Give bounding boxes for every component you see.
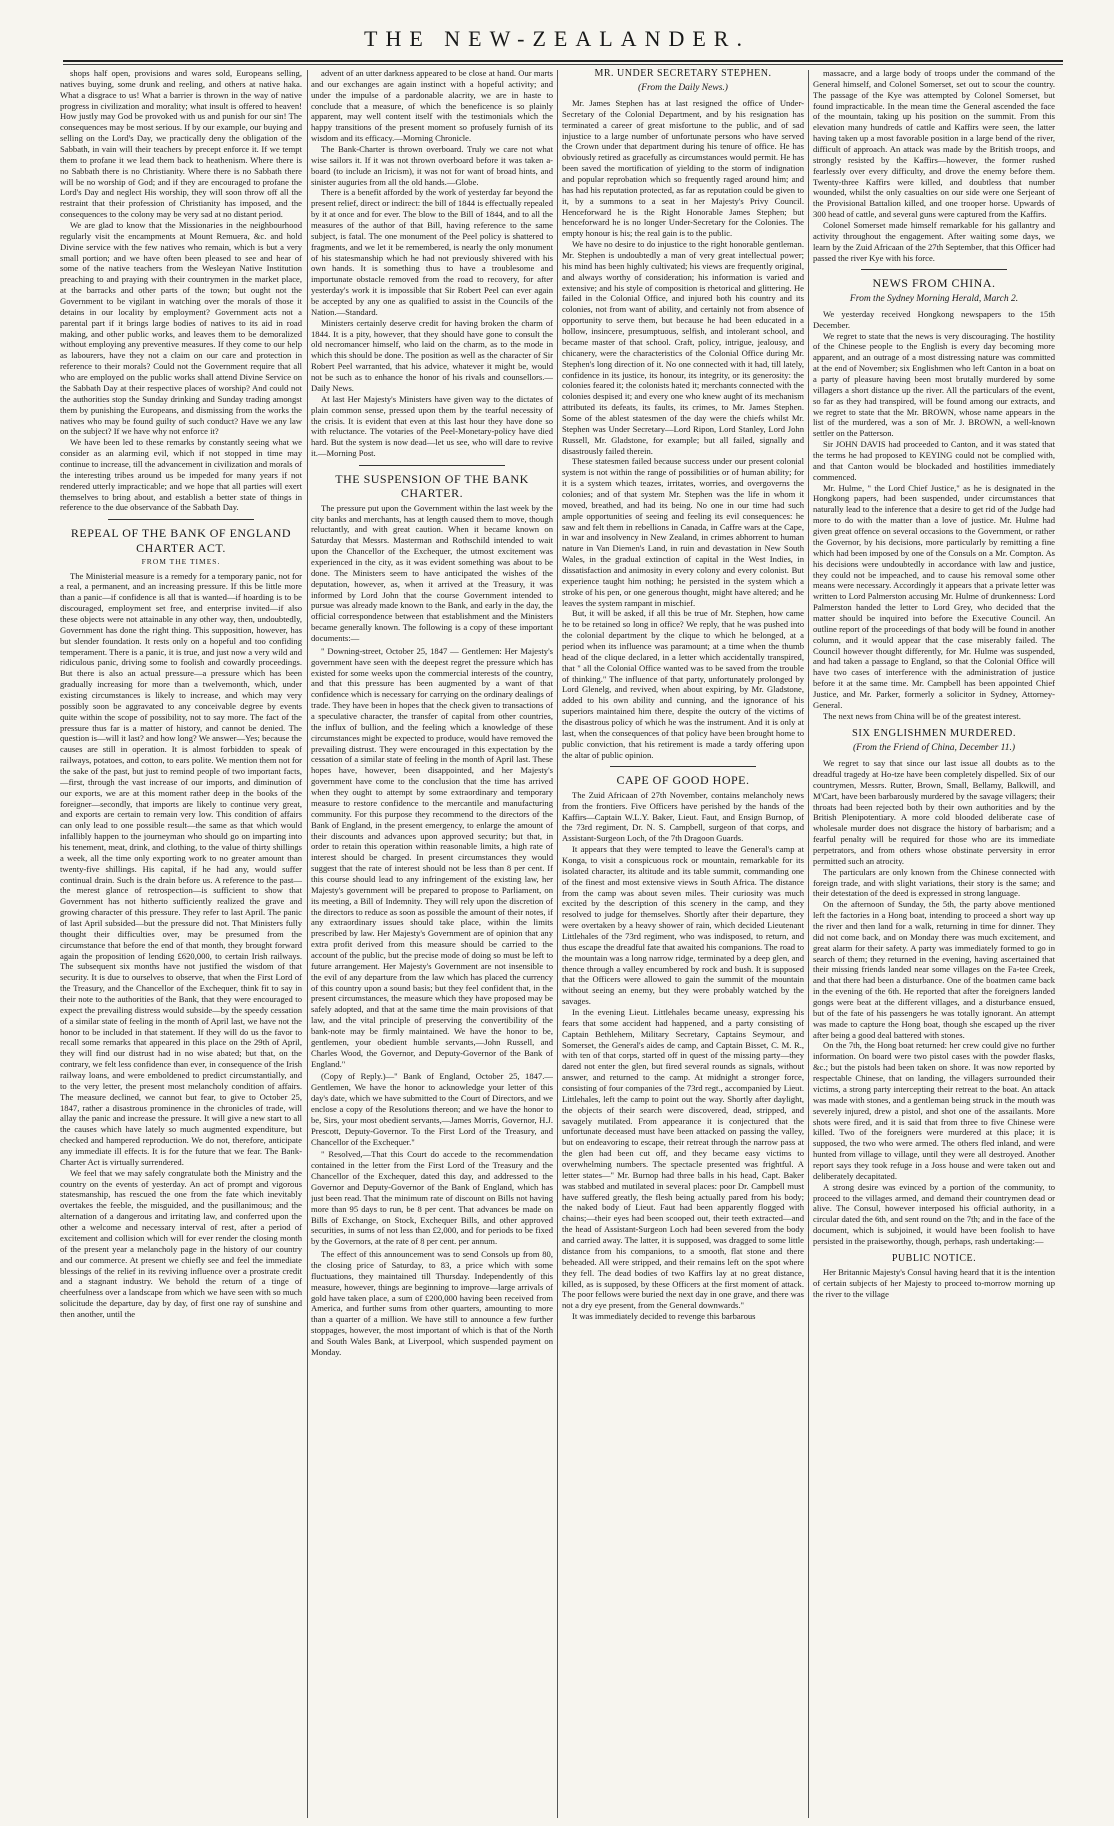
quoted-resolution: " Resolved,—That this Court do accede to the recommendation contained in the letter from the First Lord of the Treasury and the Chancellor of the Exchequer, dated this day, and addressed to the Governor and Deputy-Governor of the Bank of England, which has just been read. That the minimum rate of discount on Bills not having more than 95 days to run, be 8 per cent. That advances be made on Bills of Exchange, on Stock, Exchequer Bills, and other approved securities, in sums of not less than £2,000, and for periods to be fixed by the Governors, at the rate of 8 per cent. per annum. [311,1149,553,1247]
article-heading-bank-charter-suspension: THE SUSPENSION OF THE BANK CHARTER. [335,471,529,501]
paragraph: On the 7th, the Hong boat returned: her crew could give no further information. On board were two pistol cases with the powder flasks, &c.; but the pistols had been taken on shore. It was now reported by respectable Chinese, that on landing, the villagers surrounded their victims, a strong party intercepting their retreat to the boat. An attack was made with stones, and a gentleman being struck in the mouth was severely injured, drew a pistol, and shot one of the assailants. More shots were fired, and it is said that from three to five Chinese were killed. Two of the foreigners were murdered at this place; it is supposed, the two who were armed. The others fled inland, and were hunted from village to village, until they were all destroyed. Another report says they took refuge in a Joss house and were taken out and deliberately decapitated. [813,1040,1055,1181]
paragraph: Mr. Hulme, " the Lord Chief Justice," as he is designated in the Hongkong papers, had been suspended, under circumstances that naturally lead to the inference that a desire to get rid of the Judge had more to do with the matter than a love of justice. Mr. Hulme had given great offence on several occasions to the Government, or rather the Governor, by his decisions, more particularly by remitting a fine which had been imposed by one of the Consuls on a Mr. Compton. As his decisions were undoubtedly in accordance with law and justice, they could not be impeached, and to cause his removal some other means were necessary. Accordingly it appears that a private letter was written to Lord Palmerston accusing Mr. Hulme of drunkenness: Lord Palmerston handed the letter to Lord Grey, who decided that the matter should be inquired into before the Executive Council. An outline report of the proceedings of that body will be found in another column, and it would appear that the case miserably failed. The Council however thought differently, for Mr. Hulme was suspended, and had taken a passage to England, so that the Colonial Office will have two cases of interference with the administration of justice before it at the same time. Mr. Campbell has been appointed Chief Justice, and Mr. Parker, formerly a solicitor in Sydney, Attorney-General. [813,482,1055,710]
paragraph: The Zuid Africaan of 27th November, contains melancholy news from the frontiers. Five Officers have perished by the hands of the Kaffirs—Captain W.L.Y. Baker, Lieut. Faut, and Ensign Burnop, of the 73rd regiment, Dr. N. S. Campbell, surgeon of that corps, and Assistant-Surgeon Loch, of the 7th Dragoon Guards. [562,789,804,844]
paragraph: There is a benefit afforded by the work of yesterday far beyond the present relief, direct or indirect: the bill of 1844 is effectually repealed by it at once and for ever. The blow to the Bill of 1844, and to all the measures of the author of that Bill, having reference to the same subject, is fatal. The one monument of the Peel policy is shattered to fragments, and we let it be remembered, is nearly the only monument of his statesmanship which he had not previously shivered with his own hands. It is something thus to have a troublesome and importunate obstacle removed from the road to recovery, for after yesterday's work it is impossible that Sir Robert Peel can ever again be accepted by any one as qualified to assist in the Councils of the Nation.—Standard. [311,187,553,317]
paragraph: Mr. James Stephen has at last resigned the office of Under-Secretary of the Colonial Department, and by his resignation has terminated a career of great misfortune to the public, and of sad injustice to a large number of unfortunate persons who have served the Crown under that department during his tenure of office. He has obviously retired as gracefully as circumstances would permit. He has been saved the mortification of yielding to the storm of indignation and popular reprobation which so frequently raged around him; and has had his reputation protected, as far as reputation could be given to it, by a summons to a seat in her Majesty's Privy Council. Henceforward he is the Right Honorable James Stephen; but henceforward he is no longer Under-Secretary for the Colonies. The empty honour is his; the real gain is to the public. [562,98,804,239]
column-2 [311,68,553,1820]
masthead-rule [63,60,1063,62]
article-source: From the Sydney Morning Herald, March 2. [849,293,1019,304]
column-divider [307,70,308,1818]
article-source: (From the Friend of China, December 11.) [853,743,1015,754]
paragraph: In the evening Lieut. Littlehales became uneasy, expressing his fears that some accident had happened, and a party consisting of Captain Bethlehem, Military Secretary, Captains Seymour, and Somerset, the General's aides de camp, and Captain Bisset, C. M. R., with ten of that corps, started off in quest of the missing party—they dared not enter the glen, but fired several rounds as signals, without answer, and returned to the camp. At midnight a stronger force, consisting of four companies of the 73rd regt., accompanied by Lieut. Littlehales, left the camp to point out the way. Shortly after daylight, the objects of their search were discovered, dead, stripped, and savagely mutilated. From appearance it is conjectured that the unfortunate deceased must have been attacked on passing the valley, but on endeavoring to escape, their retreat through the narrow pass at the glen had been cut off, and they became easy victims to overwhelming numbers. The spectacle presented was frightful. A letter states—" Mr. Burnop had three balls in his head, Capt. Baker was stabbed and mutilated in several places: poor Dr. Campbell must have suffered greatly, the flesh being actually pared from his body; the naked body of Lieut. Faut had been apparently flogged with chains;—their eyes had been scooped out, their teeth extracted—and the head of Assistant-Surgeon Loch had been severed from the body and carried away. The latter, it is supposed, was dragged to some little distance from his companions, to a smooth, flat stone and there beheaded. All were stripped, and their remains left on the spot where they fell. The dead bodies of two Kaffirs lay at no great distance, killed, as is supposed, by these Officers at the first moment of attack. The poor fellows were buried the next day in one grave, and there was not a dry eye present, from the General downwards." [562,1007,804,1311]
article-heading-under-secretary: MR. UNDER SECRETARY STEPHEN. [594,68,772,79]
column-divider [808,70,809,1818]
paragraph: We regret to say that since our last issue all doubts as to the dreadful tragedy at Ho-tze have been completely dispelled. Six of our countrymen, Messrs. Rutter, Brown, Small, Bellamy, Balkwill, and M'Cart, have been barbarously murdered by the savage villagers; their throats had been rejected both by their own authorities and by the British Plenipotentiary. A more cold blooded deliberate case of wholesale murder does not disgrace the history of barbarism; and a fearful penalty will be required for those who are its immediate perpetrators, and from others whose obstinate perversity in error permitted such an atrocity. [813,758,1055,866]
paragraph: massacre, and a large body of troops under the command of the General himself, and Colonel Somerset, set out to scour the country. The passage of the Kye was attempted by Colonel Somerset, but found impracticable. In the mean time the General ascended the face of the mountain, taking up his position on the summit. From this elevation many hundreds of cattle and Kaffirs were seen, the latter having taken up a most favorable position in a large bend of the river, difficult of approach. An attack was made by the British troops, and strongly resisted by the Kaffirs—however, the former rushed fearlessly over every difficulty, and drove the enemy before them. Twenty-three Kaffirs were killed, and doubtless that number wounded, whilst the only casualties on our side were one Serjeant of the Provisional Battalion killed, and one trooper horse. Upwards of 300 head of cattle, and several guns were captured from the Kaffirs. [813,68,1055,220]
article-heading-six-englishmen-murdered: SIX ENGLISHMEN MURDERED. [852,727,1016,739]
article-heading-bank-charter-repeal: REPEAL OF THE BANK OF ENGLAND CHARTER ACT. [70,526,292,555]
paragraph: Colonel Somerset made himself remarkable for his gallantry and activity throughout the engagement. After waiting some days, we learn by the Zuid Africaan of the 27th September, that this Officer had passed the river Kye with his force. [813,220,1055,263]
article-heading-news-from-china: NEWS FROM CHINA. [872,276,996,291]
section-rule [359,465,504,466]
column-3 [562,68,804,1820]
paragraph: But, it will be asked, if all this be true of Mr. Stephen, how came he to be retained so long in office? We reply, that he was pushed into the colonial department by the clique to which he belonged, at a period when its influence was paramount; at a time when the thumb head of the clique declared, in a letter which accidentally transpired, that " all the Colonial Office wanted was to be saved from the trouble of thinking." The influence of that party, unfortunately prolonged by Lord Glenelg, and revived, when about expiring, by Mr. Gladstone, added to his own ability and cunning, and the ignorance of his superiors maintained him there, despite the outcry of the victims of the disastrous policy of which he was the instrument. And it is only at last, when the consequences of that policy have been brought home to public conviction, that his retirement is made a tardy offering upon the altar of public opinion. [562,608,804,760]
column-1 [60,68,302,1820]
paragraph: It appears that they were tempted to leave the General's camp at Konga, to visit a conspicuous rock or mountain, remarkable for its isolated character, its altitude and its table summit, commanding one of the finest and most extensive views in South Africa. The distance from the camp was about seven miles. Their curiosity was much excited by the description of this scenery in the camp, and they resolved to judge for themselves. Shortly after their departure, they were overtaken by a heavy shower of rain, which decided Lieutenant Littlehales of the 73rd regiment, who was indisposed, to return, and thus escape the dreadful fate that awaited his companions. The road to the mountain was a long narrow ridge, terminated by a deep glen, and thence through a valley encumbered by rock and bush. It is supposed that the Officers were allowed to gain the summit of the mountain without seeing an enemy, but they were probably watched by the savages. [562,844,804,1007]
column-divider [557,70,558,1818]
paragraph: At last Her Majesty's Ministers have given way to the dictates of plain common sense, pressed upon them by the tearful necessity of the crisis. It is evident that even at this last hour they have done so with reluctance. The votaries of the Peel-Monetary-policy have died hard. But the system is now dead—let us see, who will dare to revive it.—Morning Post. [311,393,553,459]
paragraph: advent of an utter darkness appeared to be close at hand. Our marts and our exchanges are again instinct with a hopeful activity; and under the impulse of a pardonable alacrity, we are in haste to conclude that a measure, of which the beneficence is so plainly apparent, may well content itself with the testimonials which the happy transitions of the present moment so profusely furnish of its wisdom and its efficacy.—Morning Chronicle. [311,68,553,144]
article-heading-public-notice: PUBLIC NOTICE. [891,1252,977,1264]
paragraph: The Bank-Charter is thrown overboard. Truly we care not what wise sailors it. If it was not thrown overboard before it was taken a-board (to include an Iricism), it was not for want of broad hints, and sinister auguries from all the old hands.—Globe. [311,144,553,187]
paragraph: On the afternoon of Sunday, the 5th, the party above mentioned left the factories in a Hong boat, intending to proceed a short way up the river and then land for a walk, returning in time for dinner. They did not come back, and on Monday there was much excitement, and great alarm for their safety. A party was immediately formed to go in search of them; they returned in the evening, having ascertained that their missing friends landed near some villages on the Fa-tee Creek, and that there had been a disturbance. One of the boatmen came back in the evening of the 6th. He reported that after the foreigners landed gongs were beat at the different villages, and a disturbance ensued, but of the fate of his passengers he was totally ignorant. An attempt was made to capture the Hong boat, though she escaped up the river after being a good deal battered with stones. [813,899,1055,1040]
paragraph: We have been led to these remarks by constantly seeing what we consider as an alarming evil, which if not stopped in time may continue to increase, till the advancement in civilization and morals of the interesting tribes around us be impeded for many years if not rendered utterly impracticable; and we hope that all parties will exert themselves to bring about, and establish a better state of things in reference to the due observance of the Sabbath Day. [60,437,302,513]
paragraph: Sir JOHN DAVIS had proceeded to Canton, and it was stated that the terms he had proposed to KEYING could not be complied with, and that Canton would be blockaded and hostilities immediately commenced. [813,439,1055,482]
article-heading-cape-of-good-hope: CAPE OF GOOD HOPE. [616,773,750,788]
article-source: (From the Daily News.) [638,83,728,93]
paragraph: The pressure put upon the Government within the last week by the city banks and merchants, has at length caused them to move, though reluctantly, and with great caution. When it became known on Saturday that Messrs. Masterman and Rothschild intended to wait upon the Chancellor of the Exchequer, the utmost excitement was experienced in the city, as it was evident something was about to be done. The Ministers seem to have anticipated the wishes of the deputation, however, as, when it arrived at the Treasury, it was informed by Lord John that the course Government intended to pursue was already made known to the Bank, and early in the day, the official correspondence between that establishment and the Ministers became generally known. The following is a copy of these important documents:— [311,502,553,644]
paragraph: shops half open, provisions and wares sold, Europeans selling, natives buying, some drunk and reeling, and others at native haka. What a disgrace to us! What a barrier is thrown in the way of native progress in civilization and morality; what insult is offered to heaven! How justly may God be provoked with us and punish for our sin! The consequences may be most serious. If by our example, our buying and selling on the Lord's Day, we practically deny the obligation of the Sabbath, in vain will their teachers by precept enforce it. If we tempt them to profane it we lead them back to heathenism. Where there is no Sabbath there is no Christianity. Where there is no Sabbath there will be no worship of God; and if they are encouraged to profane the Lord's Day and neglect His worship, they will soon throw off all the restraint that their profession of Christianity has imposed, and the consequences to the colony may be very sad at no distant period. [60,68,302,220]
masthead-title: THE NEW-ZEALANDER. [364,26,750,51]
paragraph: The particulars are only known from the Chinese connected with foreign trade, and with slight variations, their story is the same; and their detestation of the deed is expressed in strong language. [813,866,1055,899]
section-rule [861,269,1006,270]
paragraph: Her Britannic Majesty's Consul having heard that it is the intention of certain subjects of her Majesty to proceed to-morrow morning up the river to the village [813,1266,1055,1299]
paragraph: We are glad to know that the Missionaries in the neighbourhood regularly visit the encampments at Mount Remuera, &c. and hold Divine service with the few natives who remain, which is but a very small portion; and we have often been pleased to see and hear of some of the native teachers from the Wesleyan Native Institution preaching to and praying with their countrymen in the market place, at the barracks and other parts of the town; but ought not the Government to be vigilant in watching over the morals of those it detains in our locality by employment? Government acts not a parental part if it brings large bodies of natives to its aid in road making, and other public works, and leaves them to be demoralized without employing any preventive measures. If they come to our help as labourers, have they not a claim on our care and protection in reference to their morals? Could not the Government require that all who are employed on the public works shall attend Divine Service on the Sabbath Day at their respective places of worship? And could not the authorities stop the Sunday drinking and Sunday trading amongst them by punishing the Europeans, and dismissing from the works the natives who may be found guilty of such conduct? Have we any law on the subject? If we have why not enforce it? [60,220,302,437]
paragraph: We have no desire to do injustice to the right honorable gentleman. Mr. Stephen is undoubtedly a man of very great intellectual power; his mind has been highly cultivated; his views are frequently original, and always worthy of consideration; his information is varied and extensive; and his style of composition is rhetorical and glittering. He failed in the Colonial Office, and injured both his country and its colonies, not from want of ability, and certainly not from absence of opportunity to serve them, but because he had been educated in a hollow, insincere, presumptuous, selfish, and intolerant school, and became master of that school. Craft, policy, intrigue, jealousy, and chicanery, were the characteristics of the Colonial Office during Mr. Stephen's long direction of it. No one connected with it had, till lately, confidence in its justice, its honour, its integrity, or its generosity: the colonies feared it; the colonists hated it; merchants connected with the colonies despised it; and every one who knew aught of its mechanism attributed its defeats, its faults, its crimes, to Mr. James Stephen. Some of the ablest statesmen of the day were the chiefs whilst Mr. Stephen was Under Secretary—Lord Ripon, Lord Stanley, Lord John Russell, Mr. Gladstone, for example; but all failed, signally and disastrously failed therein. [562,239,804,456]
paragraph: We feel that we may safely congratulate both the Ministry and the country on the events of yesterday. An act of prompt and vigorous statesmanship, has rescued the one from the fate which inevitably overtakes the feeble, the misguided, and the pusillanimous; and the alternation of a dangerous and irritating law, and conferred upon the other a welcome and necessary interval of rest, after a period of excitement and collision which will for ever render the closing month of the present year a melancholy page in the history of our country and our commerce. At present we chiefly see and feel the immediate blessings of the relief in its reviving influence over a prostrate credit and a stagnant industry. We behold the return of a tinge of cheerfulness over a landscape from which we have seen with so much solicitude the departure, day by day, of first one ray of sunshine and then another, until the [60,1167,302,1319]
quoted-reply: (Copy of Reply.)—" Bank of England, October 25, 1847.—Gentlemen, We have the honor to acknowledge your letter of this day's date, which we have submitted to the Court of Directors, and we enclose a copy of the Resolutions thereon; and we have the honor to be, Sirs, your most obedient servants,—James Morris, Governor, H.J. Prescott, Deputy-Governor. To the First Lord of the Treasury, and Chancellor of the Exchequer." [311,1071,553,1147]
paragraph: The Ministerial measure is a remedy for a temporary panic, not for a real, a permanent, and an increasing pressure. If this be little more than a panic—if confidence is all that is wanted—if hoarding is to be discouraged, employment set free, and enterprise invited—if also these objects were not attainable in any other way, then, undoubtedly, Government has done the right thing. This supposition, however, has but slender foundation. It rests only on a hopeful and too confiding temperament. There is a panic, it is true, and just now a very wild and ridiculous panic, driving some to foolish and cowardly proceedings. But there is also an actual pressure—a pressure which has been gradually increasing for more than a twelvemonth, which, under existing circumstances is likely to increase, and which may very possibly soon be aggravated to any conceivable degree by events quite within the scope of possibility, not to say more. The fact of the pressure thus far is a matter of history, and cannot be denied. The question is—will it last? and how long? We answer—Yes; because the causes are still in operation. It is almost forbidden to speak of railways, potatoes, and cotton, to ears polite. We mention them not for the sake of the past, but just to remind people of two important facts,—first, through the vast increase of our imports, and diminution of our exports, we are at this moment rather deep in the books of the foreigner—secondly, that imports are likely to continue very great, and exports are certain to remain very low. This condition of affairs can only lead to one possible result—the same as that which would infallibly happen to the journeyman who should go on imparting into his tenement, meat, drink, and clothing, to the value of thirty shillings a week, all the time only exporting work to no greater amount than twenty-five shillings. His capital, if he had any, would suffer continual drain. Such is the drain before us. A reference to the past—the merest glance of retrospection—is sufficient to show that Government has not hitherto sufficiently realized the grave and growing character of this pressure. They refer to last April. The panic of last April subsided—but the pressure did not. That Ministers fully thought their difficulties over, may be presumed from the circumstance that before the end of that month, they brought forward again the proposition of lending £620,000, to certain Irish railways. The subsequent six months have not justified the wisdom of that security. It is due to ourselves to observe, that when the First Lord of the Treasury, and the Chancellor of the Exchequer, think fit to say in their note to the authorities of the Bank, that they were encouraged to expect the prevailing distress would subside—by the speedy cessation of a similar state of feeling in the month of April last, we have not the honor to be included in that statement. If they will do us the favor to recall some remarks that appeared in this place on the 29th of April, they will find our distrust had in no wise abated; but that, on the contrary, we felt less confidence than ever, in consequence of the Irish railway loans, and were emboldened to predict circumstantially, and to the very letter, the present most melancholy condition of affairs. The measure declined, we cannot but fear, to give to October 25, 1847, rather a disastrous prominence in the chronicles of trade, will allay the panic and increase the pressure. It will give a new start to all the causes which have lately so much augmented expenditure, but checked and hampered reproduction. We do not, therefore, anticipate any immediate ill effects. It is for the future that we fear. The Bank-Charter Act is virtually surrendered. [60,570,302,1167]
section-rule [108,519,253,520]
paragraph: We yesterday received Hongkong newspapers to the 15th December. [813,308,1055,330]
article-source: FROM THE TIMES. [141,557,221,567]
paragraph: It was immediately decided to revenge this barbarous [572,1311,756,1322]
paragraph: The next news from China will be of the greatest interest. [823,710,1021,721]
paragraph: The effect of this announcement was to send Consols up from 80, the closing price of Saturday, to 83, a price which with some fluctuations, they maintained till Thursday. Independently of this measure, however, things are beginning to improve—large arrivals of gold have taken place, a sum of £200,000 having been received from America, and further sums from other quarters, amounting to more than a quarter of a million. We have still to announce a few further stoppages, however, the most important of which is that of the North and South Wales Bank, at Liverpool, which suspended payment on Monday. [311,1249,553,1357]
paragraph: These statesmen failed because success under our present colonial system is not within the range of possibilities or of human ability; for it is a system which teazes, irritates, worries, and overgoverns the colonies; and of that system Mr. Stephen was the life in whom it moved, breathed, and had its being. No one in our time had such ample opportunities of seeing and feeling its evil consequences: he saw and felt them in rebellions in Canada, in Caffre wars at the Cape, in war and insolvency in New Zealand, in crimes abhorrent to human nature in Van Diemen's Land, in ruin and devastation in New South Wales, in the gradual extinction of capital in the West Indies, in dissatisfaction and animosity in every colony and every colonist. But experience taught him nothing; he persisted in the system which a stroke of his pen, or one generous thought, might have altered; and he leaves the system rampant in mischief. [562,456,804,608]
quoted-letter: " Downing-street, October 25, 1847 — Gentlemen: Her Majesty's government have seen with the deepest regret the pressure which has existed for some weeks upon the commercial interests of the country, and that this pressure has been augmented by a want of that confidence which is necessary for carrying on the ordinary dealings of trade. They have been in hopes that the check given to transactions of a speculative character, the transfer of capital from other countries, the influx of bullion, and the feeling which a knowledge of these circumstances might be expected to produce, would have removed the prevailing distrust. They were encouraged in this expectation by the cessation of a similar state of feeling in the month of April last. These hopes have, however, been disappointed, and her Majesty's government have come to the conclusion that the time has arrived when they ought to attempt by some extraordinary and temporary measure to restore confidence to the mercantile and manufacturing community. For this purpose they recommend to the directors of the Bank of England, in the present emergency, to enlarge the amount of their discounts and advances upon approved security; but that, in order to retain this operation within reasonable limits, a high rate of interest should be charged. In present circumstances they would suggest that the rate of interest should not be less than 8 per cent. If this course should lead to any infringement of the existing law, her Majesty's government will be prepared to propose to Parliament, on its meeting, a Bill of Indemnity. They will rely upon the discretion of the directors to reduce as soon as possible the amount of their notes, if any extraordinary issues should take place, within the limits prescribed by law. Her Majesty's Government are of opinion that any extra profit derived from this measure should be carried to the account of the public, but the precise mode of doing so must be left to future arrangement. Her Majesty's Government are not insensible to the evil of any departure from the law which has placed the currency of this country upon a sound basis; but they feel confident that, in the present circumstances, the measure which they have proposed may be safely adopted, and that at the same time the main provisions of that law, and the vital principle of preserving the convertibility of the bank-note may be firmly maintained. We have the honor to be, gentlemen, your obedient humble servants,—John Russell, and Charles Wood, the Governor, and Deputy-Governor of the Bank of England." [311,645,553,1069]
paragraph: Ministers certainly deserve credit for having broken the charm of 1844. It is a pity, however, that they should have gone to consult the old necromancer himself, who laid on the charm, as to the mode in which this should be done. The position as well as the character of Sir Robert Peel warranted, that his advice, whatever it might be, would not be such as to enhance the honor of his rivals and counsellors.—Daily News. [311,317,553,393]
paragraph: A strong desire was evinced by a portion of the community, to proceed to the villages armed, and demand their countrymen dead or alive. The Consul, however interposed his official authority, in a circular dated the 6th, and sent round on the 7th; and in the face of the document, which is subjoined, it would have been foolish to have persisted in the praiseworthy, though, perhaps, rash undertaking:— [813,1181,1055,1246]
section-rule [610,766,755,767]
column-4 [813,68,1055,1820]
paragraph: We regret to state that the news is very discouraging. The hostility of the Chinese people to the English is every day becoming more apparent, and an outrage of a most distressing nature was committed at the end of November; six Englishmen who left Canton in a boat on a party of pleasure having been most brutally murdered by some villagers a short distance up the river. All the particulars of the event, so far as they had transpired, will be found among our extracts, and we regret to state that the Mr. BROWN, whose name appears in the list of the murdered, was a son of Mr. J. BROWN, a well-known settler on the Patterson. [813,330,1055,439]
masthead-rule-thin [63,64,1063,65]
